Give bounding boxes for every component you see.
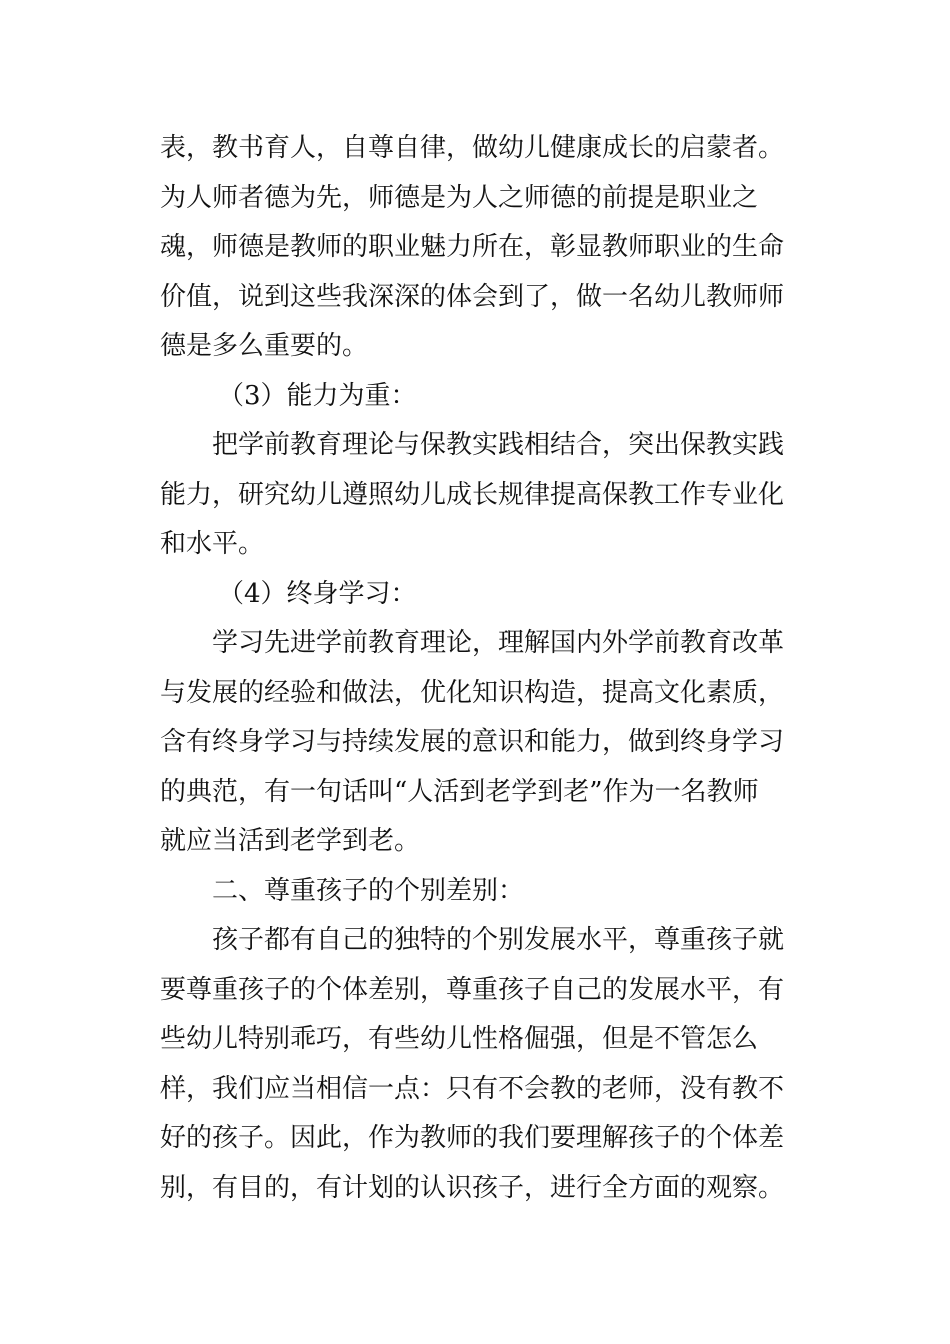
text-line: 和水平。 [160,529,265,559]
text-line: 表，教书育人，自尊自律，做幼儿健康成长的启蒙者。 [160,133,785,163]
text-line: 些幼儿特别乖巧，有些幼儿性格倔强，但是不管怎么 [160,1024,759,1054]
text-line: 的典范，有一句话叫“人活到老学到老”作为一名教师 [160,776,759,807]
text-line: 孩子都有自己的独特的个别发展水平，尊重孩子就 [212,925,785,955]
text-line: 与发展的经验和做法，优化知识构造，提高文化素质， [160,677,785,708]
text-line: 为人师者德为先，师德是为人之师德的前提是职业之 [160,182,759,213]
document-body [160,124,800,1213]
text-line: 魂，师德是教师的职业魅力所在，彰显教师职业的生命 [160,232,785,262]
text-line: 二、尊重孩子的个别差别： [212,875,525,906]
text-line: 德是多么重要的。 [160,331,369,361]
text-line: 样，我们应当相信一点：只有不会教的老师，没有教不 [160,1073,785,1104]
text-line: 学习先进学前教育理论，理解国内外学前教育改革 [212,628,785,658]
text-line: 要尊重孩子的个体差别，尊重孩子自己的发展水平，有 [160,974,785,1005]
text-line: 含有终身学习与持续发展的意识和能力，做到终身学习 [160,727,785,757]
text-line: 就应当活到老学到老。 [160,826,421,856]
text-line: 好的孩子。因此，作为教师的我们要理解孩子的个体差 [160,1123,785,1153]
text-line: （3）能力为重： [218,380,417,411]
text-line: （4）终身学习： [218,578,417,609]
text-line: 把学前教育理论与保教实践相结合，突出保教实践 [212,430,785,460]
text-line: 价值，说到这些我深深的体会到了，做一名幼儿教师师 [160,281,785,312]
text-line: 别，有目的，有计划的认识孩子，进行全方面的观察。 [160,1172,785,1203]
text-line: 能力，研究幼儿遵照幼儿成长规律提高保教工作专业化 [160,479,785,510]
